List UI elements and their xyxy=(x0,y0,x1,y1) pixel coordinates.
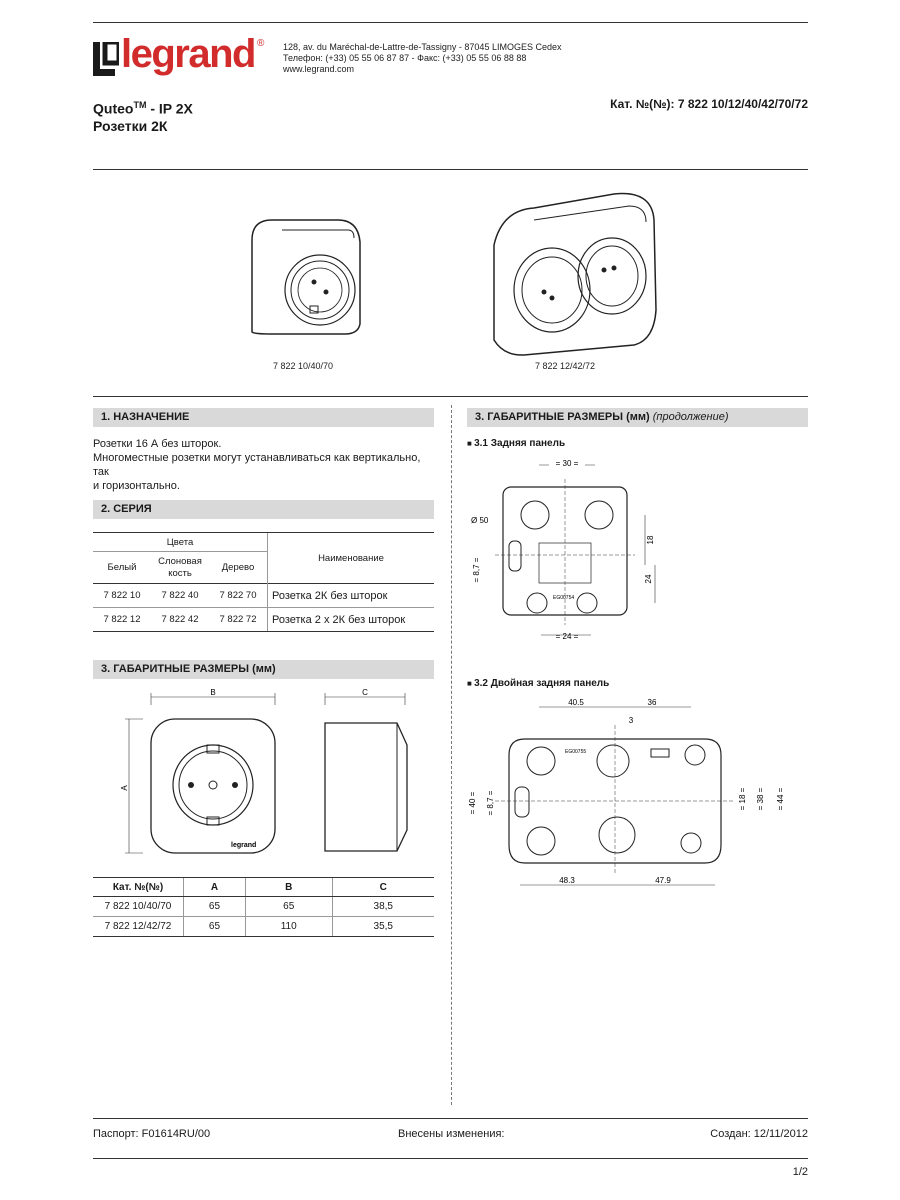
series-cell: 7 822 42 xyxy=(151,608,209,632)
series-name: Розетка 2 х 2К без шторок xyxy=(268,608,435,632)
company-address xyxy=(283,42,561,75)
purpose-line: и горизонтально. xyxy=(93,480,180,492)
name-header: Наименование xyxy=(268,533,435,584)
title-rest: - IP 2X xyxy=(146,100,193,117)
logo-wordmark: legrand xyxy=(121,32,255,76)
address-line: 128, av. du Maréchal-de-Lattre-de-Tassigny - 87045 LIMOGES Cedex xyxy=(283,42,562,52)
dim-top: = 30 = xyxy=(555,459,579,468)
back-panel-drawing xyxy=(465,455,665,645)
series-cell: 7 822 72 xyxy=(209,608,268,632)
dim-cell: 35,5 xyxy=(332,917,434,937)
double-socket-image xyxy=(474,190,659,360)
ivory-header xyxy=(151,552,209,584)
dim-right-bottom: 24 xyxy=(644,574,653,584)
wood-header: Дерево xyxy=(221,562,255,573)
subsection-3-1: ■ 3.1 Задняя панель xyxy=(467,438,565,449)
dim-cell: 7 822 12/42/72 xyxy=(93,917,184,937)
dim-right-c: = 44 = xyxy=(776,787,785,811)
white-header: Белый xyxy=(107,562,137,573)
column-divider xyxy=(451,405,452,1105)
dim-header: B xyxy=(245,878,332,897)
section-1-heading: 1. НАЗНАЧЕНИЕ xyxy=(93,408,434,427)
dim-header: A xyxy=(184,878,246,897)
dim-a-label: A xyxy=(120,785,129,791)
series-name: Розетка 2К без шторок xyxy=(268,584,435,608)
footer-bottom-rule xyxy=(93,1158,808,1159)
document-title xyxy=(93,97,193,135)
logo-registered: ® xyxy=(257,38,265,49)
double-back-panel-drawing xyxy=(465,695,795,900)
dim-header: C xyxy=(332,878,434,897)
section-3b-note: (продолжение) xyxy=(652,411,729,423)
series-cell: 7 822 40 xyxy=(151,584,209,608)
dim-top-left: 40.5 xyxy=(568,698,584,707)
ivory-header-line: Слоновая xyxy=(158,555,202,567)
dim-left: = 8,7 = xyxy=(472,557,481,583)
dim-header: Кат. №(№) xyxy=(93,878,184,897)
footer-top-rule xyxy=(93,1118,808,1119)
dim-cell: 65 xyxy=(245,897,332,917)
dim-bottom: = 24 = xyxy=(555,632,579,641)
document-subtitle: Розетки 2К xyxy=(93,117,168,134)
ivory-header-line: кость xyxy=(168,567,192,579)
dim-cell: 110 xyxy=(245,917,332,937)
dim-diameter: Ø 50 xyxy=(471,516,489,525)
header-rule xyxy=(93,169,808,170)
title-tm: TM xyxy=(133,100,147,110)
created-date: Создан: 12/11/2012 xyxy=(710,1128,808,1140)
dim-bottom-right: 47.9 xyxy=(655,876,671,885)
panel-code: EG00754 xyxy=(553,595,575,601)
section-2-heading: 2. СЕРИЯ xyxy=(93,500,434,519)
series-table xyxy=(93,532,434,632)
dim-right-b: = 38 = xyxy=(756,787,765,811)
legrand-logo-mark xyxy=(93,42,119,76)
double-panel-code: EG00755 xyxy=(565,749,587,755)
device-logo: legrand xyxy=(231,842,257,849)
series-cell: 7 822 12 xyxy=(93,608,151,632)
dim-cell: 65 xyxy=(184,917,246,937)
passport-number: Паспорт: F01614RU/00 xyxy=(93,1128,211,1140)
changes-label: Внесены изменения: xyxy=(398,1128,505,1140)
catalog-numbers: Кат. №(№): 7 822 10/12/40/42/70/72 xyxy=(610,97,808,111)
subsection-3-2: ■ 3.2 Двойная задняя панель xyxy=(467,678,609,689)
dim-cell: 7 822 10/40/70 xyxy=(104,901,172,912)
website-line: www.legrand.com xyxy=(283,64,355,74)
series-cell: 7 822 10 xyxy=(93,584,151,608)
section-3b-title: 3. ГАБАРИТНЫЕ РАЗМЕРЫ (мм) xyxy=(475,411,650,423)
colors-header: Цвета xyxy=(93,533,268,552)
dim-top-right: 36 xyxy=(647,698,657,707)
images-rule xyxy=(93,396,808,397)
dim-top-mid: 3 xyxy=(628,716,634,725)
series-cell: 7 822 70 xyxy=(209,584,268,608)
title-main: Quteo xyxy=(93,100,134,117)
dim-b-label: B xyxy=(210,688,216,697)
purpose-line: Розетки 16 А без шторок. xyxy=(93,438,222,450)
dim-right-top: 18 xyxy=(646,535,655,545)
section-3-heading: 3. ГАБАРИТНЫЕ РАЗМЕРЫ (мм) xyxy=(93,660,434,679)
dim-cell: 65 xyxy=(184,897,246,917)
dim-cell: 38,5 xyxy=(332,897,434,917)
dim-left-outer: = 40 = xyxy=(468,791,477,815)
single-socket-image xyxy=(240,212,370,342)
section-3b-heading xyxy=(467,408,808,427)
dim-left-inner: = 8,7 = xyxy=(486,790,495,816)
dimensions-table xyxy=(93,877,434,937)
single-socket-caption: 7 822 10/40/70 xyxy=(273,361,334,371)
phone-line: Телефон: (+33) 05 55 06 87 87 - Факс: (+33) 05 55 06 88 88 xyxy=(283,53,527,63)
purpose-line: Многоместные розетки могут устанавливаться как вертикально, так xyxy=(93,452,421,478)
section-1-text xyxy=(93,437,438,493)
dimension-drawing xyxy=(115,685,425,865)
legrand-logo xyxy=(93,32,268,82)
dim-right-a: = 18 = xyxy=(738,787,747,811)
top-rule xyxy=(93,22,808,23)
double-socket-caption: 7 822 12/42/72 xyxy=(535,361,596,371)
dim-bottom-left: 48.3 xyxy=(559,876,575,885)
page-number: 1/2 xyxy=(792,1166,808,1178)
dim-c-label: C xyxy=(362,688,368,697)
